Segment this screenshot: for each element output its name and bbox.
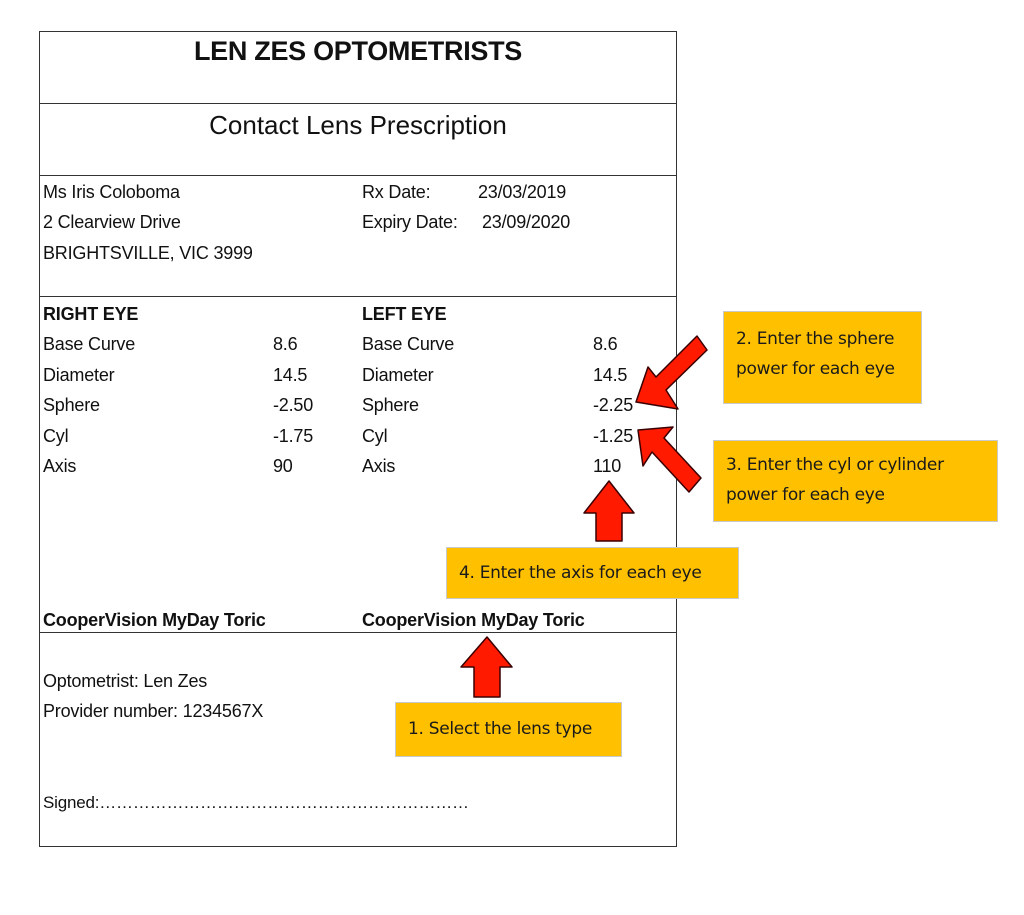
note-lens-type: 1. Select the lens type [395,702,622,757]
expiry-date-value: 23/09/2020 [482,212,571,232]
left-base-curve-value[interactable]: 8.6 [593,334,618,354]
left-lens-type[interactable]: CooperVision MyDay Toric [362,610,585,630]
patient-address-line1: 2 Clearview Drive [43,212,181,232]
left-base-curve-label: Base Curve [362,334,455,354]
note-cyl-line1: 3. Enter the cyl or cylinder [726,455,944,475]
left-sphere-label: Sphere [362,395,419,415]
rx-date-label: Rx Date: [362,182,431,202]
right-base-curve-value[interactable]: 8.6 [273,334,298,354]
left-eye-heading: LEFT EYE [362,304,447,324]
arrow-up-icon [584,481,634,541]
arrow-up-left-icon [638,427,701,492]
note-axis: 4. Enter the axis for each eye [446,547,739,599]
right-base-curve-label: Base Curve [43,334,136,354]
left-axis-label: Axis [362,456,396,476]
left-axis-value[interactable]: 110 [593,456,622,476]
left-sphere-value[interactable]: -2.25 [593,395,634,415]
arrow-down-left-icon [636,336,707,409]
rx-date-value: 23/03/2019 [478,182,567,202]
note-cyl-line2: power for each eye [726,485,885,505]
patient-name: Ms Iris Coloboma [43,182,180,202]
right-eye-heading: RIGHT EYE [43,304,139,324]
patient-address-line2: BRIGHTSVILLE, VIC 3999 [43,243,253,263]
right-sphere-label: Sphere [43,395,100,415]
document-title: Contact Lens Prescription [209,110,507,140]
provider-number: Provider number: 1234567X [43,701,264,721]
left-cyl-value[interactable]: -1.25 [593,426,634,446]
note-sphere-line2: power for each eye [736,359,895,379]
practice-name: LEN ZES OPTOMETRISTS [193,36,523,66]
left-diameter-value[interactable]: 14.5 [593,365,628,385]
right-cyl-value[interactable]: -1.75 [273,426,314,446]
right-lens-type[interactable]: CooperVision MyDay Toric [43,610,266,630]
right-axis-value[interactable]: 90 [273,456,293,476]
right-axis-label: Axis [43,456,77,476]
right-diameter-label: Diameter [43,365,115,385]
expiry-date-label: Expiry Date: [362,212,458,232]
left-cyl-label: Cyl [362,426,388,446]
optometrist-name: Optometrist: Len Zes [43,671,208,691]
right-diameter-value[interactable]: 14.5 [273,365,308,385]
arrow-up-icon [461,637,512,697]
right-cyl-label: Cyl [43,426,69,446]
left-diameter-label: Diameter [362,365,434,385]
note-sphere-line1: 2. Enter the sphere [736,329,895,349]
right-sphere-value[interactable]: -2.50 [273,395,314,415]
signature-line: Signed:………………………………………………………… [43,793,469,812]
